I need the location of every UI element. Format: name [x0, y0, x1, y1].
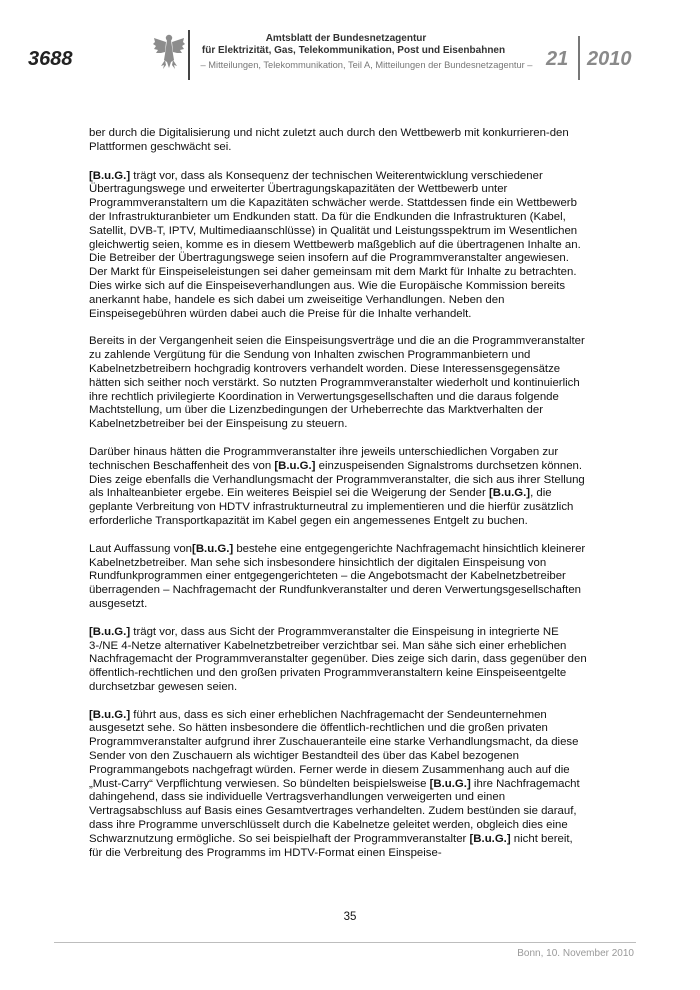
footer-page-number: 35 [343, 911, 357, 923]
footer-divider [54, 942, 636, 943]
issue-number: 21 [546, 48, 569, 70]
paragraph: [B.u.G.] trägt vor, dass aus Sicht der Programmveranstalter die Einspeisung in integrierte NE 3-/NE 4-Netze alternativer Kabelnetzbetreiber verzichtbar sei. Man sähe sich einer erheblichen Nachfragemacht der Programmveranstalter gegenüber. Dies zeige sich darin, dass gegenüber den öffentlich-rechtlichen und den großen privaten Programmveranstaltern keine Einspeiseentgelte durchsetzbar gewesen seien. [89, 625, 587, 693]
paragraph: [B.u.G.] führt aus, dass es sich einer erheblichen Nachfragemacht der Sendeunternehmen ausgesetzt sehe. So hätten insbesondere die öffentlich-rechtlichen und die großen privaten Programmveranstalter aufgrund ihrer Zuschaueranteile eine starke Verhandlungsmacht, da diese Sender von den Zuschauern als wichtiger Bestandteil des über das Kabel bezogenen Programmangebots nachgefragt würden. Ferner werde in diesem Zusammenhang auch auf die „Must-Carry“ Verpflichtung verwiesen. So bündelten beispielsweise [B.u.G.] ihre Nachfragemacht dahingehend, dass sie individuelle Vertragsverhandlungen verweigerten und einen Vertragsabschluss auf Basis eines Gesamtvertrages verhandelten. Zudem bestünden sie darauf, dass ihre Programme unverschlüsselt durch die Kabelnetze geleitet werden, obgleich dies eine Schwarznutzung ermögliche. So sei beispielhaft der Programmveranstalter [B.u.G.] nicht bereit, für die Verbreitung des Programms im HDTV-Format einen Einspeise- [89, 708, 580, 859]
section-label: – Mitteilungen, Telekommunikation, Teil A, Mitteilungen der Bundesnetzagentur – [200, 60, 533, 70]
page-number: 3688 [28, 48, 73, 70]
federal-eagle-icon [152, 32, 186, 72]
footer-date: Bonn, 10. November 2010 [517, 948, 634, 959]
issue-divider [578, 36, 580, 80]
publication-title: Amtsblatt der Bundesnetzagentur [265, 33, 427, 44]
paragraph: Laut Auffassung von[B.u.G.] bestehe eine entgegengerichte Nachfragemacht hinsichtlich kleinerer Kabelnetzbetreiber. Man sehe sich insbesondere hinsichtlich der digitalen Einspeisung von Rundfunkprogrammen einer entgegengerichteten – die Angebotsmacht der Kabelnetzbetreiber überragenden – Nachfragemacht der Rundfunkveranstalter und deren Verwertungsgesellschaften ausgesetzt. [89, 542, 586, 610]
publication-subtitle: für Elektrizität, Gas, Telekommunikation, Post und Eisenbahnen [201, 45, 506, 56]
issue-year: 2010 [587, 48, 632, 70]
document-body [89, 127, 589, 874]
header-divider [188, 30, 190, 80]
paragraph: [B.u.G.] trägt vor, dass als Konsequenz der technischen Weiterentwicklung verschiedener Übertragungswege und erweiterter Übertragungskapazitäten der Wettbewerb unter Programmveranstaltern um die Kapazitäten schwächer werde. Stattdessen finde ein Wettbewerb der Infrastrukturanbieter um Endkunden statt. Da für die Endkunden die Infrastrukturen (Kabel, Satellit, DVB-T, IPTV, Multimediaanschlüsse) in Qualität und Leistungsspektrum im Wesentlichen gleichwertig seien, komme es in diesem Wettbewerb maßgeblich auf die übertragenen Inhalte an. Die Betreiber der Übertragungswege seien insofern auf die Programmveranstalter angewiesen. Der Markt für Einspeiseleistungen sei daher gemeinsam mit dem Markt für Inhalte zu betrachten. Dies wirke sich auf die Einspeiseverhandlungen aus. Wie die Europäische Kommission bereits anerkannt habe, handele es sich dabei um zweiseitige Verhandlungen. Neben den Einspeisegebühren würden dabei auch die Preise für die Inhalte verhandelt. [89, 169, 581, 320]
paragraph: ber durch die Digitalisierung und nicht zuletzt auch durch den Wettbewerb mit konkurrieren-den Plattformen geschwächt sei. [89, 127, 569, 153]
paragraph: Darüber hinaus hätten die Programmveranstalter ihre jeweils unterschiedlichen Vorgaben zur technischen Beschaffenheit des von [B.u.G.] einzuspeisenden Signalstroms durchsetzen können. Dies zeige ebenfalls die Verhandlungsmacht der Programmveranstalter, die sich aus ihrer Stellung als Inhalteanbieter ergebe. Ein weiteres Beispiel sei die Weigerung der Sender [B.u.G.], die geplante Verbreitung von HDTV infrastrukturneutral zu implementieren und die hierfür zusätzlich erforderliche Transportkapazität im Kabel gegen ein angemessenes Entgelt zu buchen. [89, 445, 585, 527]
paragraph: Bereits in der Vergangenheit seien die Einspeisungsverträge und die an die Programmveranstalter zu zahlende Vergütung für die Sendung von Inhalten zwischen Programmanbietern und Kabelnetzbetreibern hochgradig kontrovers verhandelt worden. Diese Interessensgegensätze hätten sich seither noch verstärkt. So nutzten Programmveranstalter wiederholt und kontinuierlich ihre rechtlich privilegierte Koordination in Verwertungsgesellschaften und die daraus folgende Machtstellung, um über die Lizenzbedingungen der Urheberrechte das Marktverhalten der Kabelnetzbetreiber bei der Einspeisung zu steuern. [89, 335, 585, 431]
